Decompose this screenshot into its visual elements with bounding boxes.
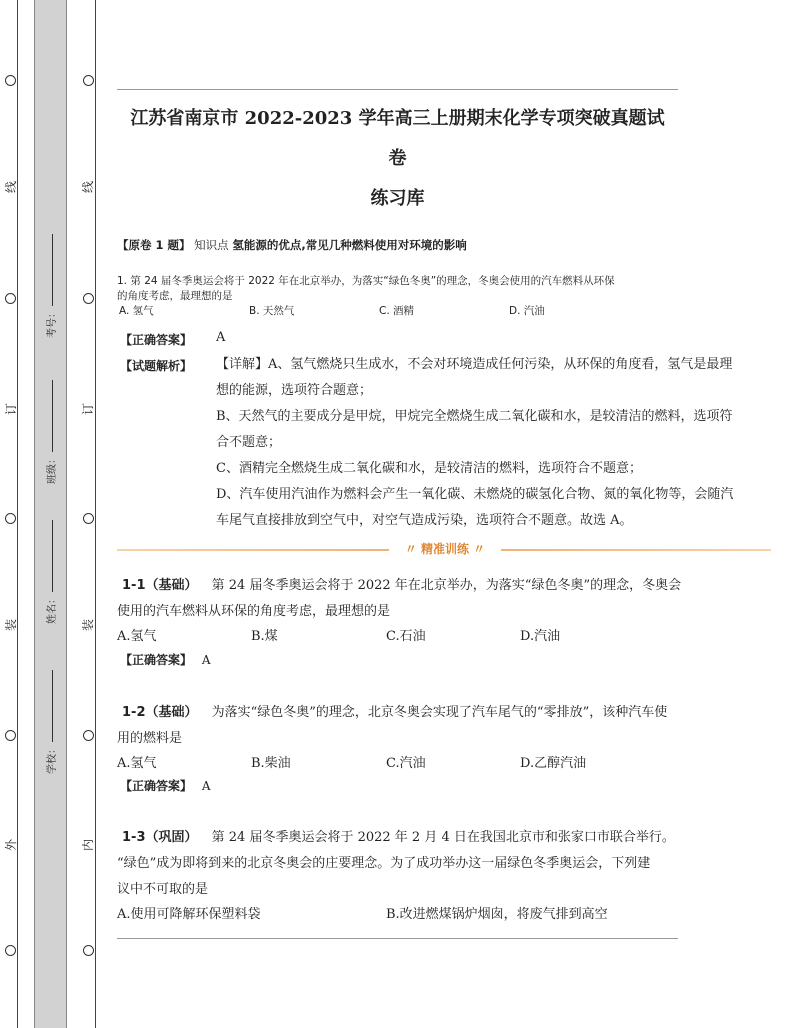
margin-char-xian-outer: 线 bbox=[4, 181, 18, 194]
knowledge-prefix: 知识点 bbox=[194, 238, 229, 252]
bottom-rule bbox=[117, 938, 678, 939]
question-text-line2: 使用的汽车燃料从环保的角度考虑，最理想的是 bbox=[117, 604, 391, 619]
margin-char-wai-outer: 外 bbox=[4, 839, 18, 852]
option-a: A.氢气 bbox=[117, 629, 157, 644]
practice-question bbox=[122, 701, 667, 720]
margin-char-ding-inner: 订 bbox=[81, 403, 95, 416]
answer-label: 【正确答案】 bbox=[120, 779, 193, 793]
question-number: 1-1（基础） bbox=[122, 578, 198, 593]
option-a: A.使用可降解环保塑料袋 bbox=[117, 907, 261, 922]
practice-answer bbox=[120, 651, 211, 668]
knowledge-point: 氢能源的优点,常见几种燃料使用对环境的影响 bbox=[232, 238, 467, 252]
class-field bbox=[43, 380, 58, 484]
binding-strip bbox=[34, 0, 67, 1028]
option-b: B.改进燃煤锅炉烟囱，将废气排到高空 bbox=[386, 907, 608, 922]
option-c: C.汽油 bbox=[386, 756, 426, 771]
practice-question bbox=[122, 826, 675, 845]
exam-number-field bbox=[43, 234, 58, 338]
original-option-a: A. 氢气 bbox=[119, 305, 154, 317]
margin-char-nei-inner: 内 bbox=[81, 839, 95, 852]
question-text-line2: 用的燃料是 bbox=[117, 731, 183, 746]
practice-question bbox=[122, 574, 681, 593]
answer-value: A bbox=[216, 330, 226, 345]
school-label: 学校： bbox=[47, 744, 58, 774]
option-d: D.乙醇汽油 bbox=[520, 756, 587, 771]
source-label: 【原卷 1 题】 bbox=[117, 238, 191, 252]
binding-hole-icon bbox=[83, 75, 94, 86]
name-label: 姓名： bbox=[47, 594, 58, 624]
original-question-line1: 1. 第 24 届冬季奥运会将于 2022 年在北京举办，为落实“绿色冬奥”的理念，冬奥会使用的汽车燃料从环保 bbox=[117, 275, 615, 287]
page-title-line1: 江苏省南京市 2022-2023 学年高三上册期末化学专项突破真题试 bbox=[130, 108, 665, 129]
question-number: 1-2（基础） bbox=[122, 705, 198, 720]
binding-hole-icon bbox=[83, 293, 94, 304]
analysis-block bbox=[216, 352, 761, 534]
binding-hole-icon bbox=[5, 75, 16, 86]
binding-hole-icon bbox=[5, 293, 16, 304]
margin-char-xian-inner: 线 bbox=[81, 181, 95, 194]
binding-hole-icon bbox=[83, 730, 94, 741]
analysis-line: 车尾气直接排放到空气中，对空气造成污染，选项符合不题意。故选 A。 bbox=[216, 513, 633, 528]
question-text-line2: “绿色”成为即将到来的北京冬奥会的庄要理念。为了成功举办这一届绿色冬季奥运会，下列建 bbox=[117, 856, 651, 871]
section-banner bbox=[117, 540, 771, 560]
option-d: D.汽油 bbox=[520, 629, 561, 644]
outer-dashed-line bbox=[17, 0, 18, 1028]
answer-label: 【正确答案】 bbox=[120, 333, 193, 347]
option-b: B.柴油 bbox=[251, 756, 291, 771]
answer-value: A bbox=[201, 779, 211, 793]
analysis-line: B、天然气的主要成分是甲烷，甲烷完全燃烧生成二氧化碳和水，是较清洁的燃料，选项符 bbox=[216, 409, 733, 424]
analysis-label: 【试题解析】 bbox=[120, 359, 193, 373]
practice-answer bbox=[120, 777, 211, 794]
analysis-line: C、酒精完全燃烧生成二氧化碳和水，是较清洁的燃料，选项符合不题意； bbox=[216, 461, 642, 476]
binding-hole-icon bbox=[83, 945, 94, 956]
margin-char-ding-outer: 订 bbox=[4, 403, 18, 416]
original-option-d: D. 汽油 bbox=[509, 305, 545, 317]
original-question-line2: 的角度考虑，最理想的是 bbox=[117, 290, 233, 302]
exam-number-label: 考号： bbox=[47, 308, 58, 338]
binding-hole-icon bbox=[5, 945, 16, 956]
page-subtitle: 练习库 bbox=[370, 188, 425, 209]
analysis-line: 【详解】A、氢气燃烧只生成水，不会对环境造成任何污染，从环保的角度看，氢气是最理 bbox=[216, 357, 733, 372]
answer-value: A bbox=[201, 653, 211, 667]
binding-hole-icon bbox=[83, 513, 94, 524]
margin-char-zhuang-outer: 装 bbox=[4, 619, 18, 632]
option-c: C.石油 bbox=[386, 629, 426, 644]
original-option-b: B. 天然气 bbox=[249, 305, 295, 317]
inner-dashed-line bbox=[95, 0, 96, 1028]
analysis-line: 想的能源，选项符合题意； bbox=[216, 383, 373, 398]
page-title-line2: 卷 bbox=[388, 148, 407, 169]
analysis-line: 合不题意； bbox=[216, 435, 282, 450]
binding-hole-icon bbox=[5, 513, 16, 524]
banner-rule-right bbox=[501, 549, 771, 551]
name-field bbox=[43, 520, 58, 624]
question-text: 第 24 届冬季奥运会将于 2022 年 2 月 4 日在我国北京市和张家口市联合举行。 bbox=[211, 830, 675, 845]
banner-title: 〃 精准训练 〃 bbox=[389, 540, 501, 557]
question-text-line3: 议中不可取的是 bbox=[117, 882, 209, 897]
top-rule bbox=[117, 89, 678, 90]
school-field bbox=[43, 670, 58, 774]
banner-rule-left bbox=[117, 549, 389, 551]
answer-label: 【正确答案】 bbox=[120, 653, 193, 667]
original-option-c: C. 酒精 bbox=[379, 305, 415, 317]
analysis-line: D、汽车使用汽油作为燃料会产生一氧化碳、未燃烧的碳氢化合物、氮的氧化物等，会随汽 bbox=[216, 487, 734, 502]
option-a: A.氢气 bbox=[117, 756, 157, 771]
option-b: B.煤 bbox=[251, 629, 278, 644]
margin-char-zhuang-inner: 装 bbox=[81, 619, 95, 632]
question-text: 第 24 届冬季奥运会将于 2022 年在北京举办，为落实“绿色冬奥”的理念，冬奥会 bbox=[211, 578, 682, 593]
binding-hole-icon bbox=[5, 730, 16, 741]
question-text: 为落实“绿色冬奥”的理念，北京冬奥会实现了汽车尾气的“零排放”，该种汽车使 bbox=[211, 705, 668, 720]
class-label: 班级： bbox=[47, 454, 58, 484]
question-number: 1-3（巩固） bbox=[122, 830, 198, 845]
source-line bbox=[117, 237, 467, 253]
